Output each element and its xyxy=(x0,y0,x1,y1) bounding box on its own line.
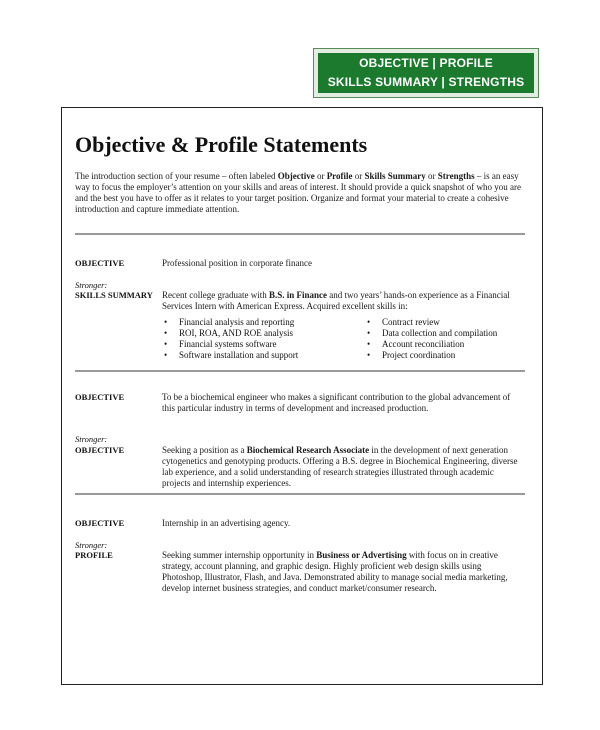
bullet-icon: • xyxy=(367,328,371,338)
example2-strong-pre: Seeking a position as a xyxy=(162,445,247,455)
example1-strong-post: and two years’ hands-on experience as a Financial Services Intern with American Express. Acquired excellent skills in: xyxy=(162,290,510,311)
intro-term-objective: Objective xyxy=(277,171,315,181)
list-item-text: Contract review xyxy=(382,317,440,327)
list-item xyxy=(365,339,497,350)
example3-strong-highlight: Business or Advertising xyxy=(316,550,407,560)
list-item xyxy=(365,328,497,339)
bullet-icon: • xyxy=(164,328,168,338)
example1-weak-text: Professional position in corporate finance xyxy=(162,258,312,268)
example3-strong-post: with focus on in creative strategy, account planning, and graphic design. Highly proficient web design skills using Photoshop, Illustrator, Flash, and Java. Demonstrated ability to manage social media marketing, develop internet business strategies, and conduct market/consumer research. xyxy=(162,550,508,593)
page-title: Objective & Profile Statements xyxy=(75,132,368,157)
intro-text-4: or xyxy=(425,171,438,181)
skills-list-right xyxy=(365,317,497,361)
intro-term-skills-summary: Skills Summary xyxy=(364,171,426,181)
example1-strong-pre: Recent college graduate with xyxy=(162,290,269,300)
example1-strong-highlight: B.S. in Finance xyxy=(268,290,327,300)
intro-text-1: The introduction section of your resume – often labeled xyxy=(75,171,278,181)
intro-text-5: – is an easy way to focus the employer’s attention on your skills and areas of interest. It should provide a quick snapshot of who you are and the best you have to offer as it relates to your target position. Organize and format your material to create a cohesive introduction and capture immediate attention. xyxy=(75,171,521,214)
bullet-icon: • xyxy=(164,317,168,327)
banner-line-objective-profile: OBJECTIVE | PROFILE xyxy=(359,56,493,70)
example2-weak-text: To be a biochemical engineer who makes a significant contribution to the global advancement of this particular industry in terms of development and increased production. xyxy=(162,392,511,413)
bullet-icon: • xyxy=(164,350,168,360)
section-divider-1 xyxy=(75,233,525,235)
section-divider-2 xyxy=(75,370,525,372)
section-divider-3 xyxy=(75,493,525,495)
list-item xyxy=(162,339,298,350)
example3-stronger-label: Stronger: xyxy=(75,540,108,550)
example3-strong-text xyxy=(162,550,522,594)
list-item-text: Account reconciliation xyxy=(382,339,465,349)
example1-strong-label: SKILLS SUMMARY xyxy=(75,290,153,300)
bullet-icon: • xyxy=(367,339,371,349)
bullet-icon: • xyxy=(367,317,371,327)
banner-line-skills-strengths: SKILLS SUMMARY | STRENGTHS xyxy=(327,75,525,89)
document-page xyxy=(61,107,543,685)
example3-weak-label: OBJECTIVE xyxy=(75,518,125,528)
list-item-text: Data collection and compilation xyxy=(382,328,498,338)
list-item xyxy=(162,328,298,339)
bullet-icon: • xyxy=(367,350,371,360)
intro-term-profile: Profile xyxy=(326,171,353,181)
list-item-text: ROI, ROA, AND ROE analysis xyxy=(179,328,293,338)
example1-stronger-label: Stronger: xyxy=(75,280,108,290)
example3-strong-pre: Seeking summer internship opportunity in xyxy=(162,550,317,560)
example3-strong-label: PROFILE xyxy=(75,550,113,560)
list-item xyxy=(162,317,298,328)
intro-text-3: or xyxy=(352,171,365,181)
example2-strong-text xyxy=(162,445,522,489)
example2-strong-post: in the development of next generation cytogenetics and genotyping products. Offering a B.S. degree in Biochemical Engineering, diverse lab experience, and a solid understanding of research strategies illustrated through academic projects and internship experiences. xyxy=(162,445,518,488)
example2-stronger-label: Stronger: xyxy=(75,434,108,444)
list-item-text: Software installation and support xyxy=(179,350,299,360)
list-item-text: Project coordination xyxy=(382,350,456,360)
skills-list-left xyxy=(162,317,298,361)
intro-paragraph xyxy=(75,171,530,215)
list-item-text: Financial systems software xyxy=(179,339,277,349)
intro-term-strengths: Strengths xyxy=(437,171,475,181)
example1-weak-label: OBJECTIVE xyxy=(75,258,125,268)
bullet-icon: • xyxy=(164,339,168,349)
example2-weak-label: OBJECTIVE xyxy=(75,392,125,402)
example1-strong-text xyxy=(162,290,522,312)
list-item xyxy=(162,350,298,361)
list-item xyxy=(365,317,497,328)
example2-strong-label: OBJECTIVE xyxy=(75,445,125,455)
header-banner xyxy=(313,48,539,98)
example3-weak-text: Internship in an advertising agency. xyxy=(162,518,291,528)
banner-panel xyxy=(318,53,534,93)
example2-strong-highlight: Biochemical Research Associate xyxy=(246,445,370,455)
intro-text-2: or xyxy=(314,171,327,181)
list-item-text: Financial analysis and reporting xyxy=(179,317,295,327)
list-item xyxy=(365,350,497,361)
